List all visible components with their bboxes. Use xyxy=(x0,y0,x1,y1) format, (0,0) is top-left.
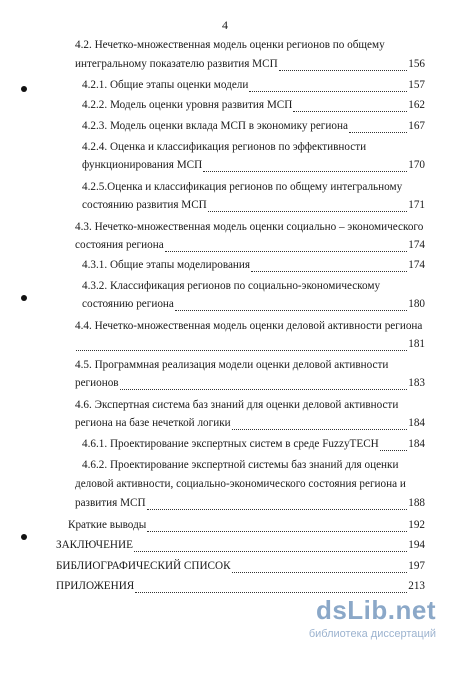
toc-text: 4.3. Нечетко-множественная модель оценки социально – экономического xyxy=(75,221,424,233)
toc-text: БИБЛИОГРАФИЧЕСКИЙ СПИСОК xyxy=(56,560,231,572)
toc-line xyxy=(82,295,425,311)
leader-dots xyxy=(203,161,407,172)
toc-page: 197 xyxy=(408,560,425,572)
toc-text: 4.4. Нечетко-множественная модель оценки деловой активности региона xyxy=(75,320,423,332)
leader-dots xyxy=(232,419,408,430)
toc-text: состояния региона xyxy=(75,239,164,251)
toc-line xyxy=(75,218,425,234)
toc-line xyxy=(82,256,425,272)
watermark xyxy=(256,595,436,655)
toc-line xyxy=(75,236,425,252)
toc-line xyxy=(82,96,425,112)
toc-text: 4.2.1. Общие этапы оценки модели xyxy=(82,79,249,91)
toc-page: 192 xyxy=(408,519,425,531)
toc-line xyxy=(75,356,425,372)
toc-text: 4.3.2. Классификация регионов по социально-экономическому xyxy=(82,280,381,292)
toc-text: региона на базе нечеткой логики xyxy=(75,417,231,429)
toc-line xyxy=(82,156,425,172)
leader-dots xyxy=(251,261,407,272)
toc-page: 171 xyxy=(408,199,425,211)
page-number: 4 xyxy=(222,18,228,32)
leader-dots xyxy=(349,122,407,133)
watermark-tagline: библиотека диссертаций xyxy=(308,628,436,640)
toc-text: ПРИЛОЖЕНИЯ xyxy=(56,580,135,592)
toc-line xyxy=(82,435,425,451)
toc-line xyxy=(82,138,425,154)
toc-text: 4.2.3. Модель оценки вклада МСП в экономику региона xyxy=(82,120,348,132)
toc-line xyxy=(75,396,425,412)
toc-page: 167 xyxy=(408,120,425,132)
toc-line xyxy=(82,456,425,472)
leader-dots xyxy=(279,60,408,71)
toc-page: 183 xyxy=(408,377,425,389)
leader-dots xyxy=(134,541,407,552)
toc-text: 4.2.4. Оценка и классификация регионов по эффективности xyxy=(82,141,367,153)
toc-page: 184 xyxy=(408,417,425,429)
toc-page: 213 xyxy=(408,580,425,592)
toc-text: интегральному показателю развития МСП xyxy=(75,58,278,70)
leader-dots xyxy=(175,300,407,311)
leader-dots xyxy=(249,81,407,92)
toc-page: 156 xyxy=(408,58,425,70)
toc-text: 4.3.1. Общие этапы моделирования xyxy=(82,259,251,271)
toc-text: развития МСП xyxy=(75,497,146,509)
toc-page: 188 xyxy=(408,497,425,509)
toc-line xyxy=(82,178,425,194)
binder-hole-mark xyxy=(21,295,27,301)
toc-page: 162 xyxy=(408,99,425,111)
leader-dots xyxy=(208,201,407,212)
toc-text: состоянию региона xyxy=(82,298,174,310)
toc-text: регионов xyxy=(75,377,119,389)
toc-page: 184 xyxy=(408,438,425,450)
toc-page: 181 xyxy=(408,338,425,350)
toc-text: ЗАКЛЮЧЕНИЕ xyxy=(56,539,133,551)
toc-page: 170 xyxy=(408,159,425,171)
toc-line xyxy=(82,196,425,212)
toc-text: 4.2.5.Оценка и классификация регионов по общему интегральному xyxy=(82,181,403,193)
toc-text: 4.6.2. Проектирование экспертной системы баз знаний для оценки xyxy=(82,459,399,471)
toc-page: 194 xyxy=(408,539,425,551)
toc-line xyxy=(75,374,425,390)
toc-line xyxy=(75,36,425,52)
toc-page: 180 xyxy=(408,298,425,310)
leader-dots xyxy=(120,379,408,390)
leader-dots xyxy=(147,499,408,510)
binder-hole-mark xyxy=(21,534,27,540)
leader-dots xyxy=(293,101,407,112)
toc-line xyxy=(82,117,425,133)
toc-line xyxy=(75,494,425,510)
leader-dots xyxy=(380,440,407,451)
leader-dots xyxy=(135,582,407,593)
toc-text: 4.2.2. Модель оценки уровня развития МСП xyxy=(82,99,293,111)
toc-text: состоянию развития МСП xyxy=(82,199,207,211)
binder-hole-mark xyxy=(21,86,27,92)
toc-text: 4.5. Программная реализация модели оценки деловой активности xyxy=(75,359,389,371)
toc-page: 157 xyxy=(408,79,425,91)
toc-line xyxy=(75,335,425,351)
toc-text: 4.2. Нечетко-множественная модель оценки регионов по общему xyxy=(75,39,385,51)
leader-dots xyxy=(76,340,407,351)
leader-dots xyxy=(232,562,408,573)
toc-line xyxy=(75,317,425,333)
toc-line xyxy=(56,557,425,573)
toc-line xyxy=(56,577,425,593)
toc-line xyxy=(75,55,425,71)
leader-dots xyxy=(147,521,407,532)
toc-line xyxy=(75,414,425,430)
toc-text: деловой активности, социально-экономического состояния региона и xyxy=(75,478,406,490)
toc-line xyxy=(56,536,425,552)
toc-page: 174 xyxy=(408,259,425,271)
leader-dots xyxy=(165,241,408,252)
toc-text: 4.6. Экспертная система баз знаний для оценки деловой активности xyxy=(75,399,399,411)
toc-line xyxy=(82,277,425,293)
toc-text: 4.6.1. Проектирование экспертных систем в среде FuzzyTECH xyxy=(82,438,379,450)
toc-text: Краткие выводы xyxy=(68,519,147,531)
watermark-logo: dsLib.net xyxy=(315,595,436,625)
toc-text: функционирования МСП xyxy=(82,159,203,171)
toc-line xyxy=(68,516,425,532)
toc-line xyxy=(75,475,425,491)
toc-page: 174 xyxy=(408,239,425,251)
toc-line xyxy=(82,76,425,92)
